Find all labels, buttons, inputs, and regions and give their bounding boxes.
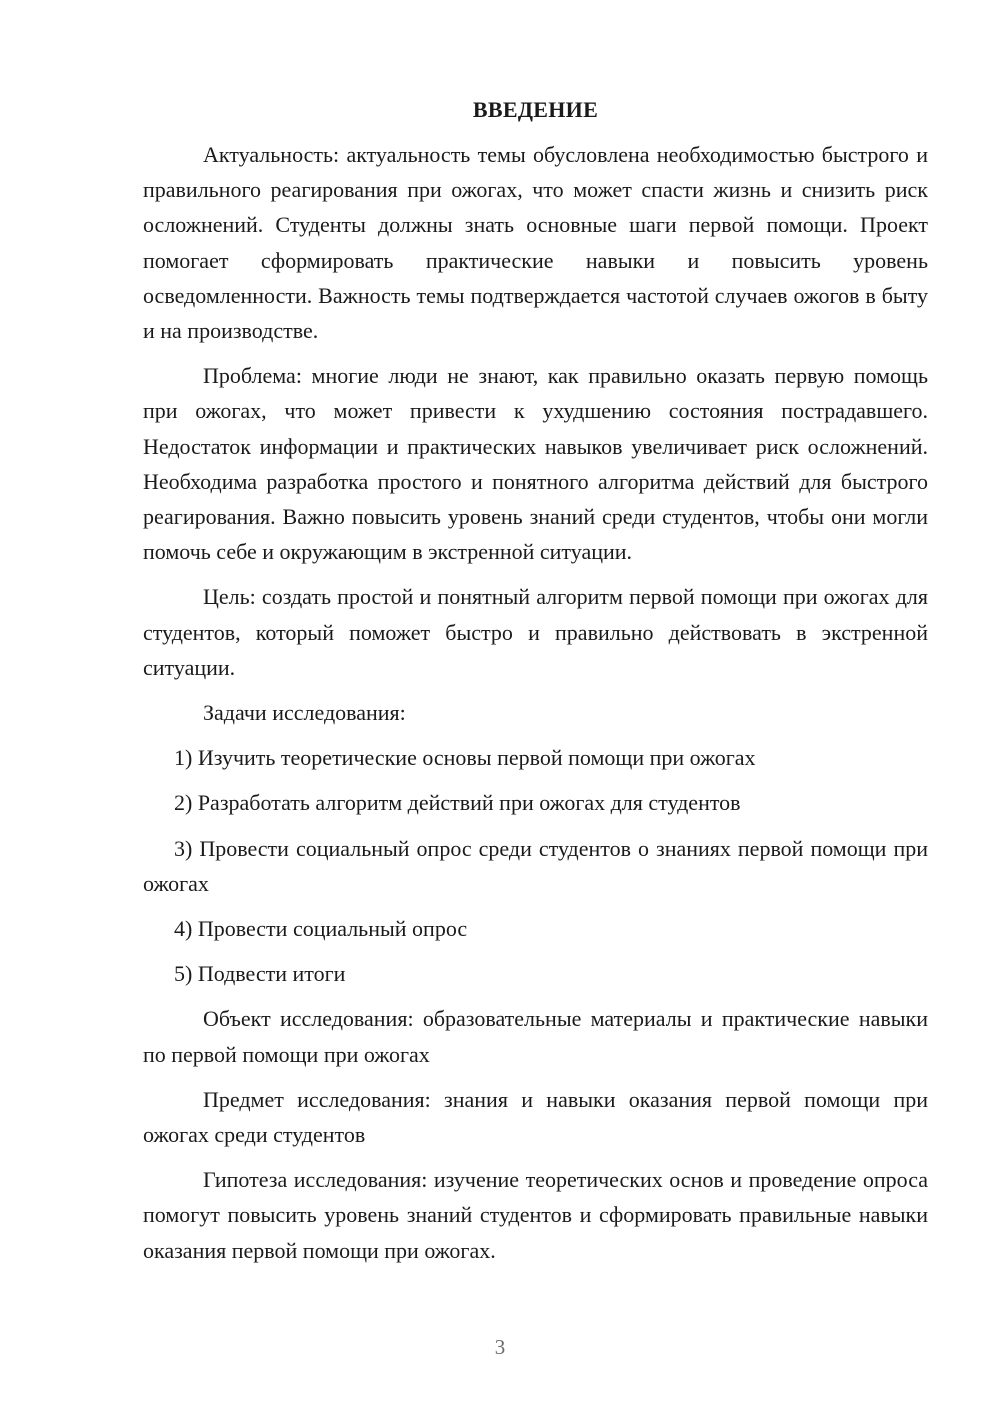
- goal-paragraph: Цель: создать простой и понятный алгоритм первой помощи при ожогах для студентов, который поможет быстро и правильно действовать в экстренной ситуации.: [143, 584, 928, 680]
- task-item: 3) Провести социальный опрос среди студентов о знаниях первой помощи при ожогах: [143, 835, 928, 896]
- task-item: 2) Разработать алгоритм действий при ожогах для студентов: [174, 790, 741, 816]
- section-heading: ВВЕДЕНИЕ: [472, 97, 599, 122]
- task-item: 5) Подвести итоги: [174, 961, 346, 987]
- problem-paragraph: Проблема: многие люди не знают, как правильно оказать первую помощь при ожогах, что может привести к ухудшению состояния пострадавшего. Недостаток информации и практических навыков увеличивает риск осложнений. Необходима разработка простого и понятного алгоритма действий для быстрого реагирования. Важно повысить уровень знаний среди студентов, чтобы они могли помочь себе и окружающим в экстренной ситуации.: [143, 363, 928, 565]
- task-item: 4) Провести социальный опрос: [174, 916, 468, 942]
- object-paragraph: Объект исследования: образовательные материалы и практические навыки по первой помощи при ожогах: [143, 1006, 928, 1067]
- tasks-list: [143, 740, 928, 991]
- page-number: 3: [494, 1335, 506, 1359]
- hypothesis-paragraph: Гипотеза исследования: изучение теоретических основ и проведение опроса помогут повысить уровень знаний студентов и сформировать правильные навыки оказания первой помощи при ожогах.: [143, 1167, 928, 1263]
- subject-paragraph: Предмет исследования: знания и навыки оказания первой помощи при ожогах среди студентов: [143, 1086, 928, 1148]
- tasks-title: Задачи исследования:: [203, 700, 406, 726]
- task-item: 1) Изучить теоретические основы первой помощи при ожогах: [174, 745, 756, 771]
- document-page: [143, 95, 928, 1268]
- relevance-paragraph: Актуальность: актуальность темы обусловлена необходимостью быстрого и правильного реагирования при ожогах, что может спасти жизнь и снизить риск осложнений. Студенты должны знать основные шаги первой помощи. Проект помогает сформировать практические навыки и повысить уровень осведомленности. Важность темы подтверждается частотой случаев ожогов в быту и на производстве.: [143, 142, 928, 344]
